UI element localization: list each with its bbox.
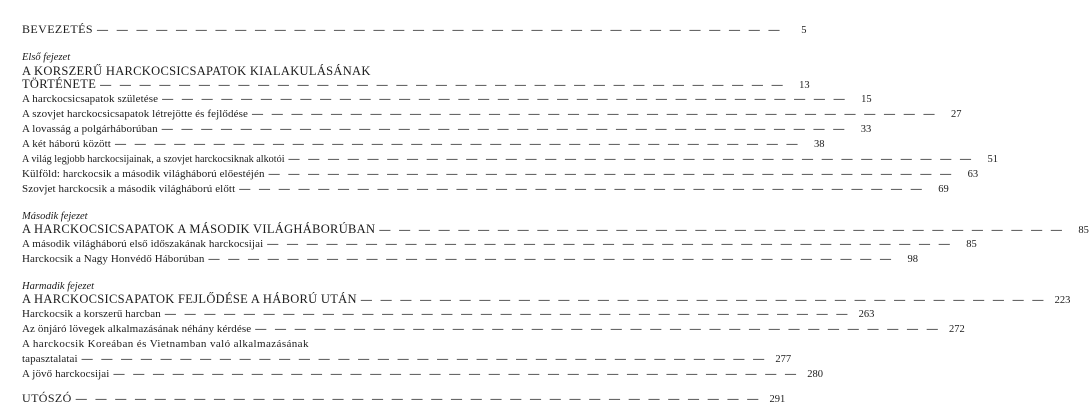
toc-entry-page: 85 — [1078, 225, 1089, 236]
toc-entry[interactable] — [22, 238, 977, 254]
toc-entry-title: TÖRTÉNETE — [22, 77, 97, 91]
toc-entry-title: A harckocsicsapatok születése — [22, 93, 159, 105]
dot-leader: — — — — — — — — — — — — — — — — — — — — — — — — — — — — — — — — — — — — [239, 183, 925, 195]
toc-entry-page: 280 — [807, 369, 823, 380]
toc-entry-epilogue[interactable] — [22, 391, 786, 407]
toc-entry-title: Az önjáró lövegek alkalmazásának néhány kérdése — [22, 323, 252, 335]
toc-entry-page: 13 — [799, 80, 810, 91]
toc-entry-page: 69 — [938, 184, 949, 195]
toc-entry[interactable] — [22, 353, 792, 369]
toc-entry-introduction[interactable] — [22, 22, 807, 38]
toc-entry[interactable] — [22, 123, 872, 139]
toc-entry-title: Harckocsik a Nagy Honvédő Háborúban — [22, 253, 205, 265]
chapter-1-title-line1[interactable]: A KORSZERŰ HARCKOCSICSAPATOK KIALAKULÁSÁNAK — [22, 64, 371, 78]
toc-entry-title: Harckocsik a korszerű harcban — [22, 308, 161, 320]
toc-entry-title: A szovjet harckocsicsapatok létrejötte és fejlődése — [22, 108, 248, 120]
toc-entry-page: 63 — [967, 169, 979, 180]
toc-entry-title: A világ legjobb harckocsijainak, a szovjet harckocsiknak alkotói — [22, 154, 285, 165]
toc-entry-title: BEVEZETÉS — [22, 22, 93, 36]
chapter-2-label: Második fejezet — [22, 211, 88, 222]
toc-entry[interactable] — [22, 93, 872, 109]
toc-entry-title: A második világháború első időszakának harckocsijai — [22, 238, 264, 250]
dot-leader: — — — — — — — — — — — — — — — — — — — — — — — — — — — — — — — — — — — — [288, 153, 975, 165]
toc-entry[interactable] — [22, 153, 999, 169]
dot-leader: — — — — — — — — — — — — — — — — — — — — — — — — — — — — — — — — — — — — [360, 294, 1047, 306]
toc-entry-title: A két háború között — [22, 138, 111, 150]
toc-entry-page: 98 — [907, 254, 918, 265]
dot-leader: — — — — — — — — — — — — — — — — — — — — — — — — — — — — — — — — — — — — [75, 393, 762, 405]
toc-entry-page: 5 — [801, 25, 807, 36]
toc-entry-page: 223 — [1054, 295, 1071, 306]
toc-entry-title-line1[interactable]: A harckocsik Koreában és Vietnamban való alkalmazásának — [22, 338, 309, 350]
toc-entry-page: 51 — [987, 154, 999, 165]
toc-entry[interactable] — [22, 308, 875, 324]
dot-leader: — — — — — — — — — — — — — — — — — — — — — — — — — — — — — — — — — — — — [267, 238, 953, 250]
toc-entry-page: 27 — [950, 109, 962, 120]
chapter-3-label: Harmadik fejezet — [22, 281, 95, 292]
toc-entry-page: 38 — [813, 139, 825, 150]
toc-entry[interactable] — [22, 168, 979, 184]
chapter-1-label: Első fejezet — [22, 52, 71, 63]
toc-entry-title: A jövő harckocsijai — [22, 368, 110, 380]
dot-leader: — — — — — — — — — — — — — — — — — — — — — — — — — — — — — — — — — — — — [161, 123, 848, 135]
dot-leader: — — — — — — — — — — — — — — — — — — — — — — — — — — — — — — — — — — — — [251, 108, 938, 120]
dot-leader: — — — — — — — — — — — — — — — — — — — — — — — — — — — — — — — — — — — — [255, 323, 941, 335]
toc-entry-title: A HARCKOCSICSAPATOK A MÁSODIK VILÁGHÁBORÚBAN — [22, 222, 376, 236]
toc-entry-page: 291 — [769, 394, 786, 405]
dot-leader: — — — — — — — — — — — — — — — — — — — — — — — — — — — — — — — — — — — — [379, 224, 1065, 236]
dot-leader: — — — — — — — — — — — — — — — — — — — — — — — — — — — — — — — — — — — — [162, 93, 848, 105]
chapter-1-title-line2[interactable] — [22, 77, 810, 93]
toc-entry-page: 85 — [966, 239, 977, 250]
dot-leader: — — — — — — — — — — — — — — — — — — — — — — — — — — — — — — — — — — — — [268, 168, 955, 180]
toc-entry-page: 263 — [858, 309, 875, 320]
toc-entry[interactable] — [22, 183, 949, 199]
dot-leader: — — — — — — — — — — — — — — — — — — — — — — — — — — — — — — — — — — — — [81, 353, 768, 365]
toc-entry-page: 33 — [860, 124, 872, 135]
toc-entry[interactable] — [22, 138, 825, 154]
toc-entry-page: 277 — [775, 354, 792, 365]
toc-entry-title: tapasztalatai — [22, 353, 78, 365]
dot-leader: — — — — — — — — — — — — — — — — — — — — — — — — — — — — — — — — — — — — [114, 138, 801, 150]
toc-entry[interactable] — [22, 108, 962, 124]
toc-entry[interactable] — [22, 253, 918, 269]
chapter-2-title[interactable] — [22, 222, 1089, 238]
dot-leader: — — — — — — — — — — — — — — — — — — — — — — — — — — — — — — — — — — — — [96, 24, 783, 36]
toc-entry-title: A HARCKOCSICSAPATOK FEJLŐDÉSE A HÁBORÚ UTÁN — [22, 292, 357, 306]
dot-leader: — — — — — — — — — — — — — — — — — — — — — — — — — — — — — — — — — — — — [113, 368, 799, 380]
toc-entry-title: Külföld: harckocsik a második világháború előestéjén — [22, 168, 265, 180]
dot-leader: — — — — — — — — — — — — — — — — — — — — — — — — — — — — — — — — — — — — [164, 308, 851, 320]
toc-entry-title: A lovasság a polgárháborúban — [22, 123, 158, 135]
toc-entry-page: 272 — [948, 324, 965, 335]
dot-leader: — — — — — — — — — — — — — — — — — — — — — — — — — — — — — — — — — — — — [100, 79, 786, 91]
dot-leader: — — — — — — — — — — — — — — — — — — — — — — — — — — — — — — — — — — — — [208, 253, 894, 265]
toc-entry-title: Szovjet harckocsik a második világháború előtt — [22, 183, 236, 195]
toc-entry-page: 15 — [861, 94, 872, 105]
toc-entry[interactable] — [22, 323, 965, 339]
chapter-3-title[interactable] — [22, 292, 1071, 308]
toc-entry[interactable] — [22, 368, 823, 384]
toc-entry-title: UTÓSZÓ — [22, 391, 72, 405]
